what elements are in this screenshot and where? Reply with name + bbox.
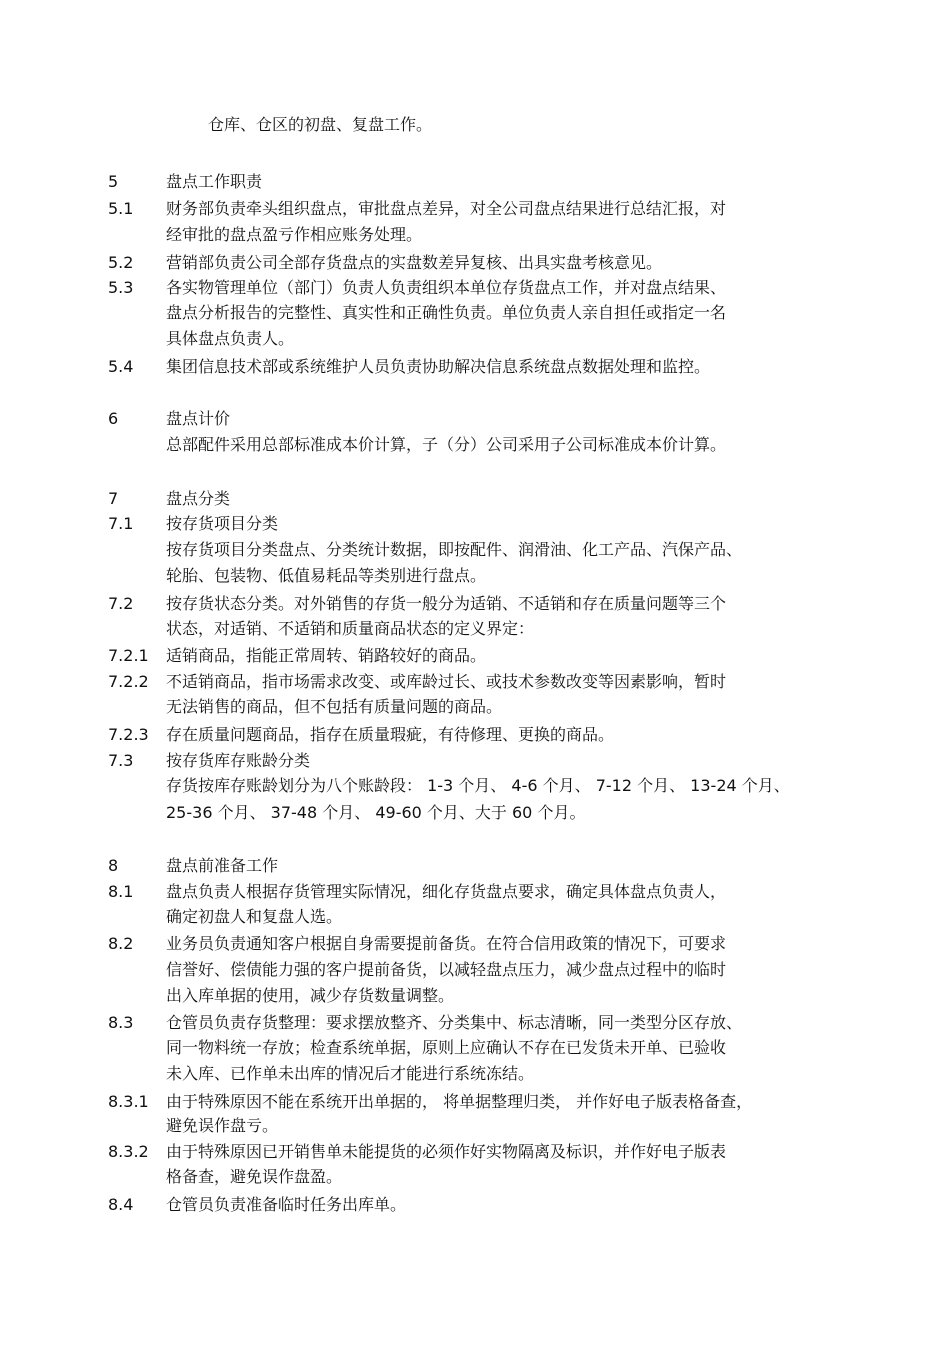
clause-number: 8.4 [108, 1195, 134, 1214]
paragraph-line: 具体盘点负责人。 [166, 329, 295, 348]
paragraph-line: 存货按库存账龄划分为八个账龄段： 1-3 个月、 4-6 个月、 7-12 个月、 13-24 个月、 [166, 776, 790, 795]
clause-number: 7.2.1 [108, 646, 149, 665]
paragraph-line: 集团信息技术部或系统维护人员负责协助解决信息系统盘点数据处理和监控。 [166, 357, 711, 376]
paragraph-line: 按存货状态分类。对外销售的存货一般分为适销、不适销和存在质量问题等三个 [166, 594, 727, 613]
paragraph-line: 未入库、已作单未出库的情况后才能进行系统冻结。 [166, 1064, 535, 1083]
paragraph-line: 仓管员负责准备临时任务出库单。 [166, 1195, 407, 1214]
paragraph-line: 格备查，避免误作盘盈。 [166, 1167, 343, 1186]
paragraph-line: 按存货项目分类盘点、分类统计数据，即按配件、润滑油、化工产品、汽保产品、 [166, 540, 743, 559]
paragraph-line: 轮胎、包装物、低值易耗品等类别进行盘点。 [166, 566, 487, 585]
clause-number: 5.4 [108, 357, 134, 376]
clause-heading: 按存货库存账龄分类 [166, 751, 311, 770]
paragraph-line: 总部配件采用总部标准成本价计算，子（分）公司采用子公司标准成本价计算。 [166, 435, 727, 454]
clause-number: 7.2.3 [108, 725, 149, 744]
paragraph-line: 出入库单据的使用，减少存货数量调整。 [166, 986, 455, 1005]
clause-number: 7.3 [108, 751, 134, 770]
paragraph-line: 由于特殊原因已开销售单未能提货的必须作好实物隔离及标识，并作好电子版表 [166, 1142, 727, 1161]
clause-number: 7.2 [108, 594, 134, 613]
clause-number: 5.1 [108, 199, 134, 218]
paragraph-line: 无法销售的商品，但不包括有质量问题的商品。 [166, 697, 503, 716]
clause-number: 8.1 [108, 882, 134, 901]
paragraph-line: 各实物管理单位（部门）负责人负责组织本单位存货盘点工作，并对盘点结果、 [166, 278, 727, 297]
paragraph-line: 由于特殊原因不能在系统开出单据的， 将单据整理归类， 并作好电子版表格备查， [166, 1092, 753, 1111]
clause-heading: 按存货项目分类 [166, 514, 279, 533]
clause-number: 8.3 [108, 1013, 134, 1032]
paragraph-line: 不适销商品，指市场需求改变、或库龄过长、或技术参数改变等因素影响，暂时 [166, 672, 727, 691]
paragraph-line: 仓库、仓区的初盘、复盘工作。 [208, 115, 433, 134]
paragraph-line: 信誉好、偿债能力强的客户提前备货，以减轻盘点压力，减少盘点过程中的临时 [166, 960, 727, 979]
clause-number: 8.2 [108, 934, 134, 953]
paragraph-line: 25-36 个月、 37-48 个月、 49-60 个月、大于 60 个月。 [166, 803, 586, 822]
clause-number: 5.2 [108, 253, 134, 272]
section-number: 5 [108, 172, 119, 191]
section-number: 6 [108, 409, 119, 428]
paragraph-line: 避免误作盘亏。 [166, 1116, 279, 1135]
paragraph-line: 财务部负责牵头组织盘点，审批盘点差异，对全公司盘点结果进行总结汇报，对 [166, 199, 727, 218]
section-number: 8 [108, 856, 119, 875]
paragraph-line: 适销商品，指能正常周转、销路较好的商品。 [166, 646, 487, 665]
paragraph-line: 状态，对适销、不适销和质量商品状态的定义界定： [166, 619, 535, 638]
section-heading: 盘点分类 [166, 489, 231, 508]
clause-number: 7.2.2 [108, 672, 149, 691]
paragraph-line: 存在质量问题商品，指存在质量瑕疵，有待修理、更换的商品。 [166, 725, 615, 744]
section-heading: 盘点前准备工作 [166, 856, 279, 875]
clause-number: 7.1 [108, 514, 134, 533]
paragraph-line: 营销部负责公司全部存货盘点的实盘数差异复核、出具实盘考核意见。 [166, 253, 663, 272]
section-number: 7 [108, 489, 119, 508]
section-heading: 盘点工作职责 [166, 172, 263, 191]
paragraph-line: 盘点分析报告的完整性、真实性和正确性负责。单位负责人亲自担任或指定一名 [166, 303, 727, 322]
paragraph-line: 业务员负责通知客户根据自身需要提前备货。在符合信用政策的情况下，可要求 [166, 934, 727, 953]
clause-number: 8.3.1 [108, 1092, 149, 1111]
paragraph-line: 经审批的盘点盈亏作相应账务处理。 [166, 225, 423, 244]
paragraph-line: 确定初盘人和复盘人选。 [166, 907, 343, 926]
paragraph-line: 同一物料统一存放；检查系统单据，原则上应确认不存在已发货未开单、已验收 [166, 1038, 727, 1057]
paragraph-line: 仓管员负责存货整理：要求摆放整齐、分类集中、标志清晰，同一类型分区存放、 [166, 1013, 743, 1032]
clause-number: 5.3 [108, 278, 134, 297]
section-heading: 盘点计价 [166, 409, 231, 428]
clause-number: 8.3.2 [108, 1142, 149, 1161]
paragraph-line: 盘点负责人根据存货管理实际情况，细化存货盘点要求，确定具体盘点负责人， [166, 882, 727, 901]
